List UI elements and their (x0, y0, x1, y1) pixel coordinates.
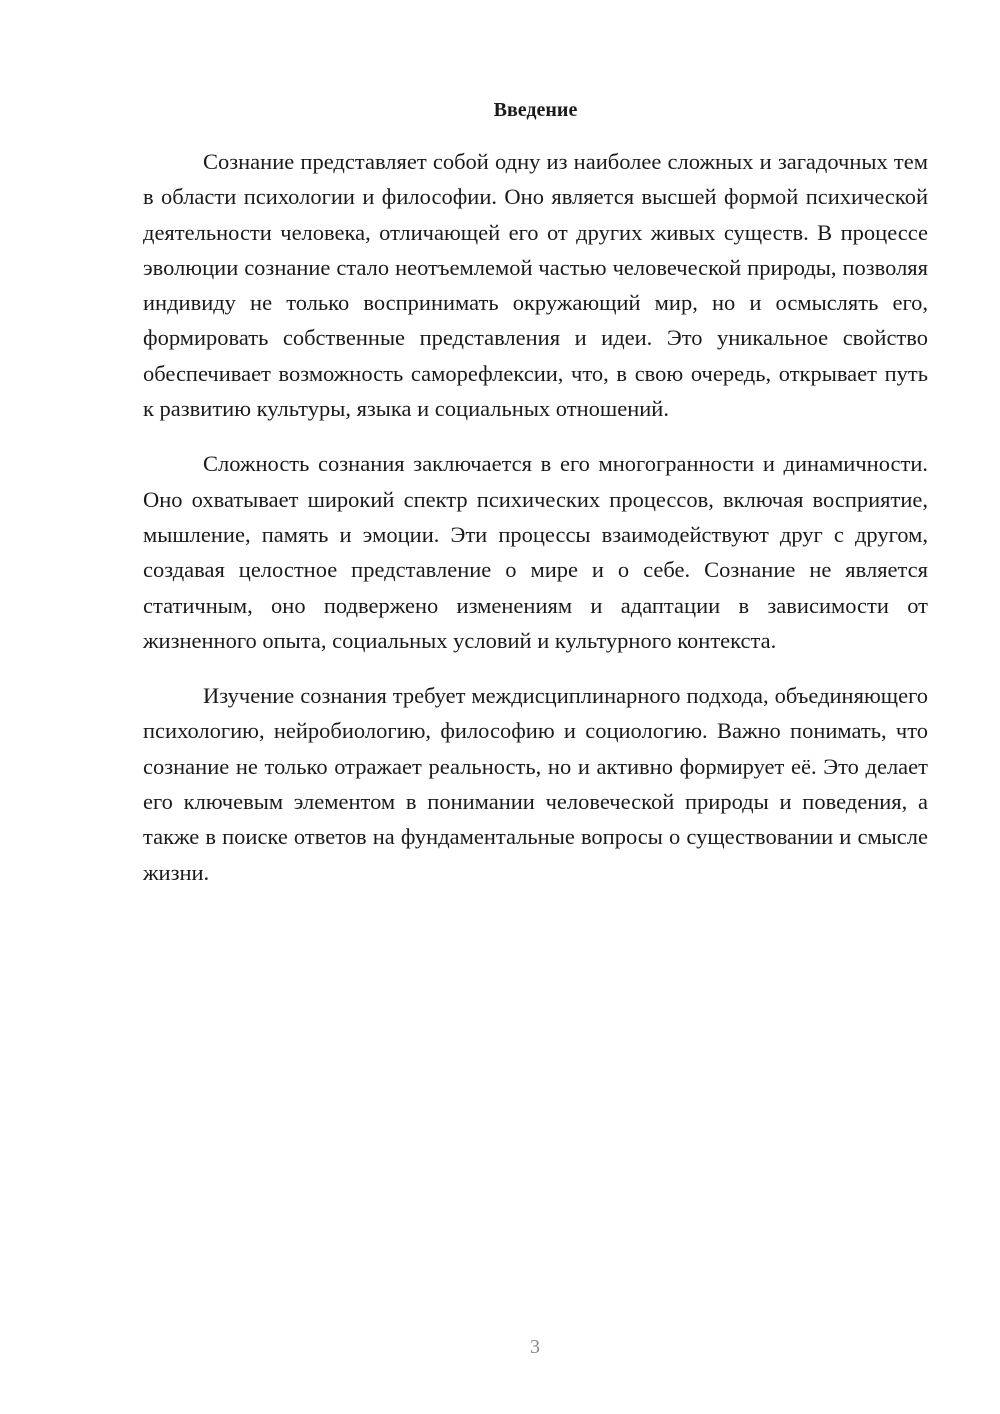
page-number: 3 (530, 1336, 540, 1358)
section-title: Введение (493, 99, 578, 121)
body-text (143, 144, 928, 890)
paragraph: Изучение сознания требует междисциплинарного подхода, объединяющего психологию, нейробиологию, философию и социологию. Важно понимать, что сознание не только отражает реальность, но и активно формирует её. Это делает его ключевым элементом в понимании человеческой природы и поведения, а также в поиске ответов на фундаментальные вопросы о существовании и смысле жизни. (143, 683, 928, 885)
paragraph: Сложность сознания заключается в его многогранности и динамичности. Оно охватывает широкий спектр психических процессов, включая восприятие, мышление, память и эмоции. Эти процессы взаимодействуют друг с другом, создавая целостное представление о мире и о себе. Сознание не является статичным, оно подвержено изменениям и адаптации в зависимости от жизненного опыта, социальных условий и культурного контекста. (143, 451, 928, 653)
paragraph: Сознание представляет собой одну из наиболее сложных и загадочных тем в области психологии и философии. Оно является высшей формой психической деятельности человека, отличающей его от других живых существ. В процессе эволюции сознание стало неотъемлемой частью человеческой природы, позволяя индивиду не только воспринимать окружающий мир, но и осмыслять его, формировать собственные представления и идеи. Это уникальное свойство обеспечивает возможность саморефлексии, что, в свою очередь, открывает путь к развитию культуры, языка и социальных отношений. (143, 149, 928, 422)
